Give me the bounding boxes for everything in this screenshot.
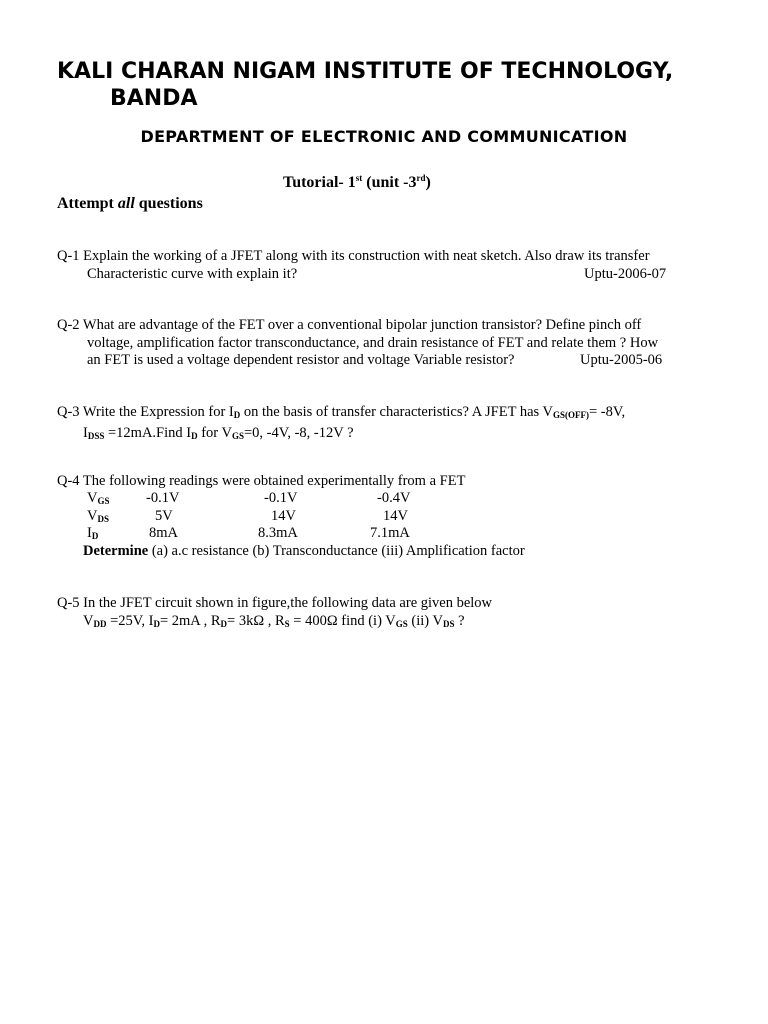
question-5-line-2: $V_{DD} =25V$, $I_D= 2mA$ , $R_D= 3k\Omega$ , $R_S = 400\Omega$ find (i) $V_{GS}$ (ii) $V_{DS}$ ? <box>83 612 465 629</box>
row-label-vgs: $V_{GS}$ <box>87 490 110 506</box>
question-2-line-2: voltage, amplification factor transconductance, and drain resistance of FET and relate them ? How <box>87 334 659 351</box>
question-2-line-1: Q-2 What are advantage of the FET over a conventional bipolar junction transistor? Define pinch off <box>57 317 642 333</box>
cell-vds-1: 5V <box>155 507 173 524</box>
institute-line-2: BANDA <box>110 86 198 111</box>
institute-name <box>57 58 673 112</box>
question-2 <box>57 317 658 370</box>
question-3-line-1: Q-3 Write the Expression for $I_D$ on the basis of transfer characteristics? A JFET has $V_{GS(OFF)}= -8V$, <box>57 404 626 420</box>
instructions: Attempt all questions <box>57 195 203 212</box>
question-3 <box>57 404 625 445</box>
cell-vgs-1: -0.1V <box>146 490 180 506</box>
question-1-line-2: Characteristic curve with explain it? <box>87 265 298 282</box>
department-title: DEPARTMENT OF ELECTRONIC AND COMMUNICATION <box>140 127 628 146</box>
question-2-line-3: an FET is used a voltage dependent resistor and voltage Variable resistor? <box>87 352 515 368</box>
cell-vds-2: 14V <box>271 507 296 524</box>
question-2-reference: Uptu-2005-06 <box>580 352 663 368</box>
question-1 <box>57 248 650 283</box>
question-1-reference: Uptu-2006-07 <box>584 265 667 282</box>
cell-id-1: 8mA <box>149 525 178 541</box>
tutorial-title: Tutorial- 1st (unit -3rd) <box>283 173 431 191</box>
question-5-line-1: Q-5 In the JFET circuit shown in figure,the following data are given below <box>57 595 493 611</box>
cell-id-2: 8.3mA <box>258 525 298 541</box>
row-label-vds: $V_{DS}$ <box>87 507 109 524</box>
cell-vgs-3: -0.4V <box>377 490 411 506</box>
question-4-determine: Determine (a) a.c resistance (b) Transconductance (iii) Amplification factor <box>83 542 525 559</box>
cell-id-3: 7.1mA <box>370 525 410 541</box>
question-4-intro: Q-4 The following readings were obtained experimentally from a FET <box>57 473 466 489</box>
question-5 <box>57 595 492 633</box>
row-label-id: $I_D$ <box>87 525 99 541</box>
question-1-line-1: Q-1 Explain the working of a JFET along with its construction with neat sketch. Also draw its transfer <box>57 248 650 264</box>
question-3-line-2: $I_{DSS}$ =12mA.Find $I_D$ for $V_{GS}=0$, -4V, -8, -12V ? <box>83 424 354 441</box>
cell-vds-3: 14V <box>383 507 408 524</box>
institute-line-1: KALI CHARAN NIGAM INSTITUTE OF TECHNOLOGY, <box>57 59 674 84</box>
cell-vgs-2: -0.1V <box>264 490 298 506</box>
